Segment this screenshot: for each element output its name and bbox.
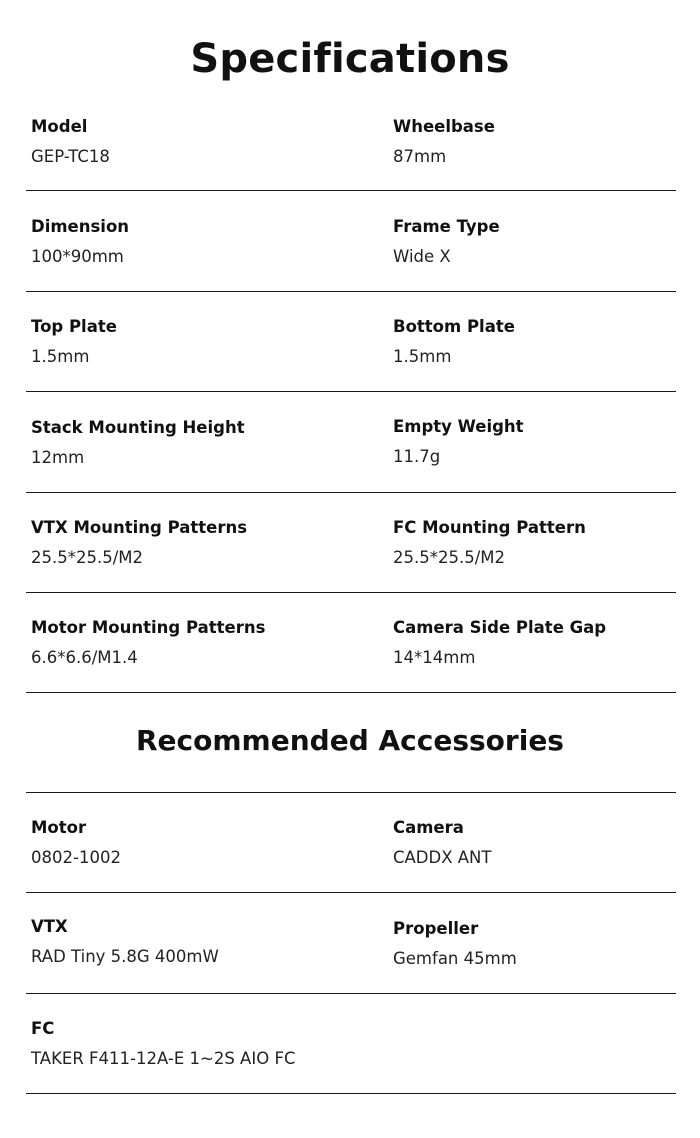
spec-cell: [393, 618, 700, 668]
accessory-cell: [31, 818, 361, 868]
spec-value: Wide X: [393, 247, 451, 266]
spec-value: 6.6*6.6/M1.4: [31, 648, 138, 667]
spec-label: FC Mounting Pattern: [393, 518, 586, 537]
accessories-title: Recommended Accessories: [136, 724, 564, 757]
spec-label: VTX Mounting Patterns: [31, 518, 248, 537]
accessory-label: FC: [31, 1019, 55, 1038]
specifications-title: Specifications: [190, 36, 510, 82]
row-divider: [26, 692, 676, 693]
accessory-cell: [393, 818, 700, 868]
row-divider: [26, 993, 676, 994]
spec-value: GEP-TC18: [31, 147, 110, 166]
spec-value: 11.7g: [393, 447, 441, 466]
spec-label: Bottom Plate: [393, 317, 515, 336]
spec-cell: [31, 418, 361, 468]
spec-value: 12mm: [31, 448, 85, 467]
row-divider: [26, 291, 676, 292]
accessory-label: VTX: [31, 917, 68, 936]
spec-value: 1.5mm: [393, 347, 452, 366]
accessory-cell: [31, 1019, 361, 1069]
accessory-label: Motor: [31, 818, 87, 837]
spec-value: 1.5mm: [31, 347, 90, 366]
spec-cell: [31, 618, 361, 668]
row-divider: [26, 892, 676, 893]
spec-label: Empty Weight: [393, 417, 524, 436]
spec-cell: [393, 417, 700, 467]
accessory-value: 0802-1002: [31, 848, 121, 867]
spec-label: Stack Mounting Height: [31, 418, 245, 437]
spec-cell: [393, 117, 700, 167]
spec-cell: [393, 518, 700, 568]
spec-value: 87mm: [393, 147, 447, 166]
row-divider: [26, 391, 676, 392]
row-divider: [26, 792, 676, 793]
accessory-label: Propeller: [393, 919, 479, 938]
spec-label: Wheelbase: [393, 117, 495, 136]
accessory-value: RAD Tiny 5.8G 400mW: [31, 947, 219, 966]
spec-cell: [31, 518, 361, 568]
accessory-cell: [31, 917, 361, 967]
accessory-value: TAKER F411-12A-E 1~2S AIO FC: [31, 1049, 296, 1068]
spec-label: Frame Type: [393, 217, 500, 236]
spec-label: Top Plate: [31, 317, 117, 336]
accessory-value: Gemfan 45mm: [393, 949, 517, 968]
row-divider: [26, 190, 676, 191]
spec-value: 14*14mm: [393, 648, 476, 667]
spec-cell: [31, 217, 361, 267]
spec-cell: [31, 117, 361, 167]
spec-value: 100*90mm: [31, 247, 124, 266]
spec-label: Dimension: [31, 217, 130, 236]
accessory-cell: [393, 919, 700, 969]
row-divider: [26, 492, 676, 493]
spec-label: Model: [31, 117, 88, 136]
spec-value: 25.5*25.5/M2: [31, 548, 144, 567]
spec-value: 25.5*25.5/M2: [393, 548, 506, 567]
row-divider: [26, 1093, 676, 1094]
spec-cell: [393, 317, 700, 367]
accessory-value: CADDX ANT: [393, 848, 492, 867]
row-divider: [26, 592, 676, 593]
spec-cell: [393, 217, 700, 267]
spec-label: Motor Mounting Patterns: [31, 618, 266, 637]
accessory-label: Camera: [393, 818, 464, 837]
spec-label: Camera Side Plate Gap: [393, 618, 607, 637]
spec-cell: [31, 317, 361, 367]
